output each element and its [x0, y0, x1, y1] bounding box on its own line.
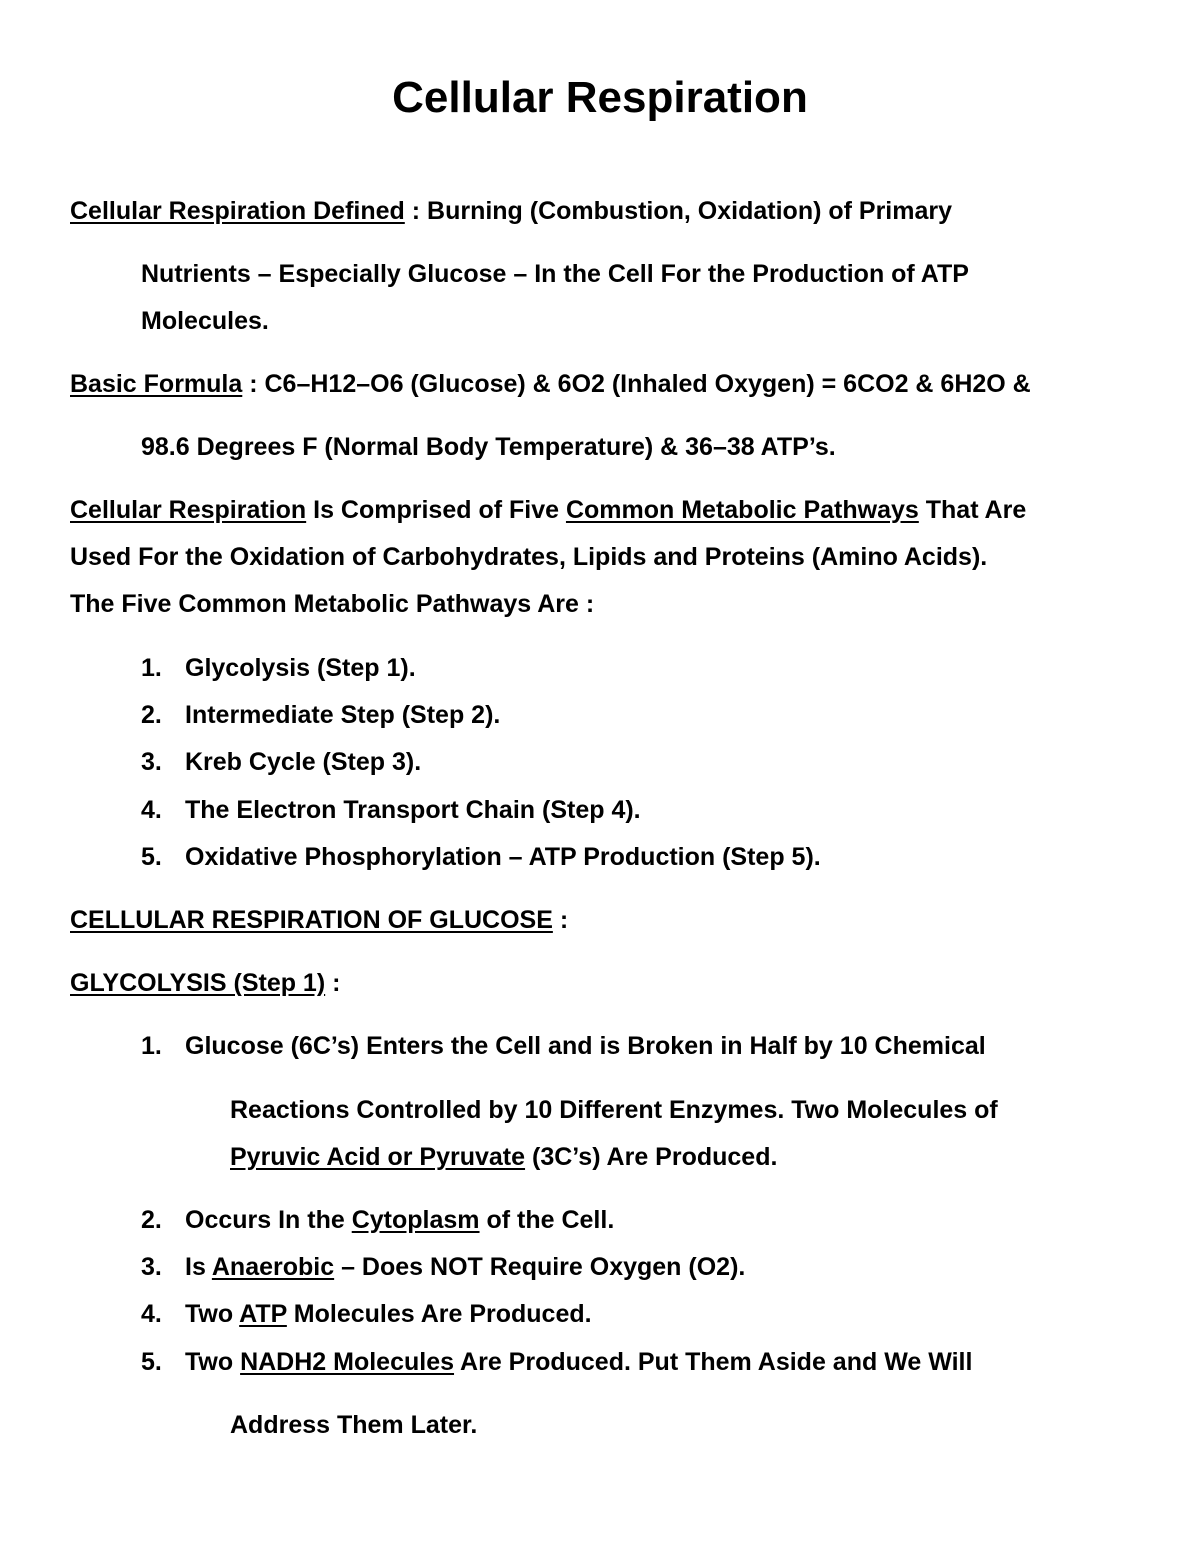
definition-text-1: : Burning (Combustion, Oxidation) of Primary [404, 197, 953, 225]
pathways-line-3: The Five Common Metabolic Pathways Are : [70, 590, 595, 618]
formula-text-1: : C6–H12–O6 (Glucose) & 6O2 (Inhaled Oxygen) = 6CO2 & 6H2O & [242, 370, 1031, 398]
list-item-pre: Occurs In the [185, 1206, 352, 1234]
list-item-post: – Does NOT Require Oxygen (O2). [334, 1253, 746, 1281]
page-title: Cellular Respiration [392, 73, 808, 122]
glycolysis-item-1-line-3 [230, 1142, 777, 1172]
glycolysis-item-5-line-2: Address Them Later. [230, 1411, 478, 1439]
list-item-post: Are Produced. Put Them Aside and We Will [454, 1348, 973, 1376]
list-number: 1. [141, 654, 162, 682]
section-heading-glucose [70, 905, 568, 935]
list-item-pre: Two [185, 1348, 241, 1376]
section-heading-glycolysis [70, 968, 340, 998]
pathways-line-1 [70, 495, 1026, 525]
pathways-line-2: Used For the Oxidation of Carbohydrates, Lipids and Proteins (Amino Acids). [70, 543, 988, 571]
pathway-item-2 [141, 700, 500, 730]
definition-line-1 [70, 196, 952, 226]
list-number: 4. [141, 1300, 162, 1328]
list-item-text: The Electron Transport Chain (Step 4). [185, 796, 641, 824]
list-item-post: Molecules Are Produced. [286, 1300, 592, 1328]
glucose-heading-term: CELLULAR RESPIRATION OF GLUCOSE [70, 906, 553, 934]
list-number: 3. [141, 748, 162, 776]
pathways-term-2: Common Metabolic Pathways [565, 496, 919, 524]
list-number: 1. [141, 1032, 162, 1060]
pathway-item-1 [141, 653, 416, 683]
pyruvate-term: Pyruvic Acid or Pyruvate [230, 1143, 526, 1171]
list-number: 2. [141, 701, 162, 729]
list-item-text: Glycolysis (Step 1). [185, 654, 416, 682]
formula-term: Basic Formula [70, 370, 243, 398]
pyruvate-tail: (3C’s) Are Produced. [525, 1143, 778, 1171]
definition-term: Cellular Respiration Defined [70, 197, 405, 225]
definition-line-3: Molecules. [141, 307, 269, 335]
glycolysis-item-3 [141, 1252, 745, 1282]
pathway-item-4 [141, 795, 641, 825]
pathway-item-5 [141, 842, 821, 872]
atp-term: ATP [239, 1300, 287, 1328]
list-number: 3. [141, 1253, 162, 1281]
list-number: 2. [141, 1206, 162, 1234]
glycolysis-item-4 [141, 1299, 592, 1329]
glycolysis-item-5 [141, 1347, 972, 1377]
pathway-item-3 [141, 747, 421, 777]
cytoplasm-term: Cytoplasm [351, 1206, 480, 1234]
nadh2-term: NADH2 Molecules [240, 1348, 455, 1376]
list-number: 5. [141, 843, 162, 871]
glucose-heading-suffix: : [552, 906, 569, 934]
list-item-text: Intermediate Step (Step 2). [185, 701, 501, 729]
anaerobic-term: Anaerobic [211, 1253, 335, 1281]
list-item-text: Glucose (6C’s) Enters the Cell and is Broken in Half by 10 Chemical [185, 1032, 986, 1060]
definition-line-2: Nutrients – Especially Glucose – In the Cell For the Production of ATP [141, 260, 969, 288]
pathways-mid: Is Comprised of Five [306, 496, 566, 524]
glycolysis-heading-term: GLYCOLYSIS (Step 1) [70, 969, 326, 997]
list-number: 4. [141, 796, 162, 824]
list-number: 5. [141, 1348, 162, 1376]
list-item-text: Oxidative Phosphorylation – ATP Production (Step 5). [185, 843, 821, 871]
list-item-pre: Is [185, 1253, 212, 1281]
glycolysis-heading-suffix: : [325, 969, 341, 997]
glycolysis-item-1-line-2: Reactions Controlled by 10 Different Enzymes. Two Molecules of [230, 1096, 998, 1124]
list-item-pre: Two [185, 1300, 240, 1328]
formula-line-1 [70, 369, 1031, 399]
formula-line-2: 98.6 Degrees F (Normal Body Temperature) & 36–38 ATP’s. [141, 433, 836, 461]
glycolysis-item-1 [141, 1031, 986, 1061]
list-item-post: of the Cell. [479, 1206, 615, 1234]
list-item-text: Kreb Cycle (Step 3). [185, 748, 422, 776]
pathways-term-1: Cellular Respiration [70, 496, 307, 524]
pathways-tail: That Are [918, 496, 1027, 524]
glycolysis-item-2 [141, 1205, 614, 1235]
